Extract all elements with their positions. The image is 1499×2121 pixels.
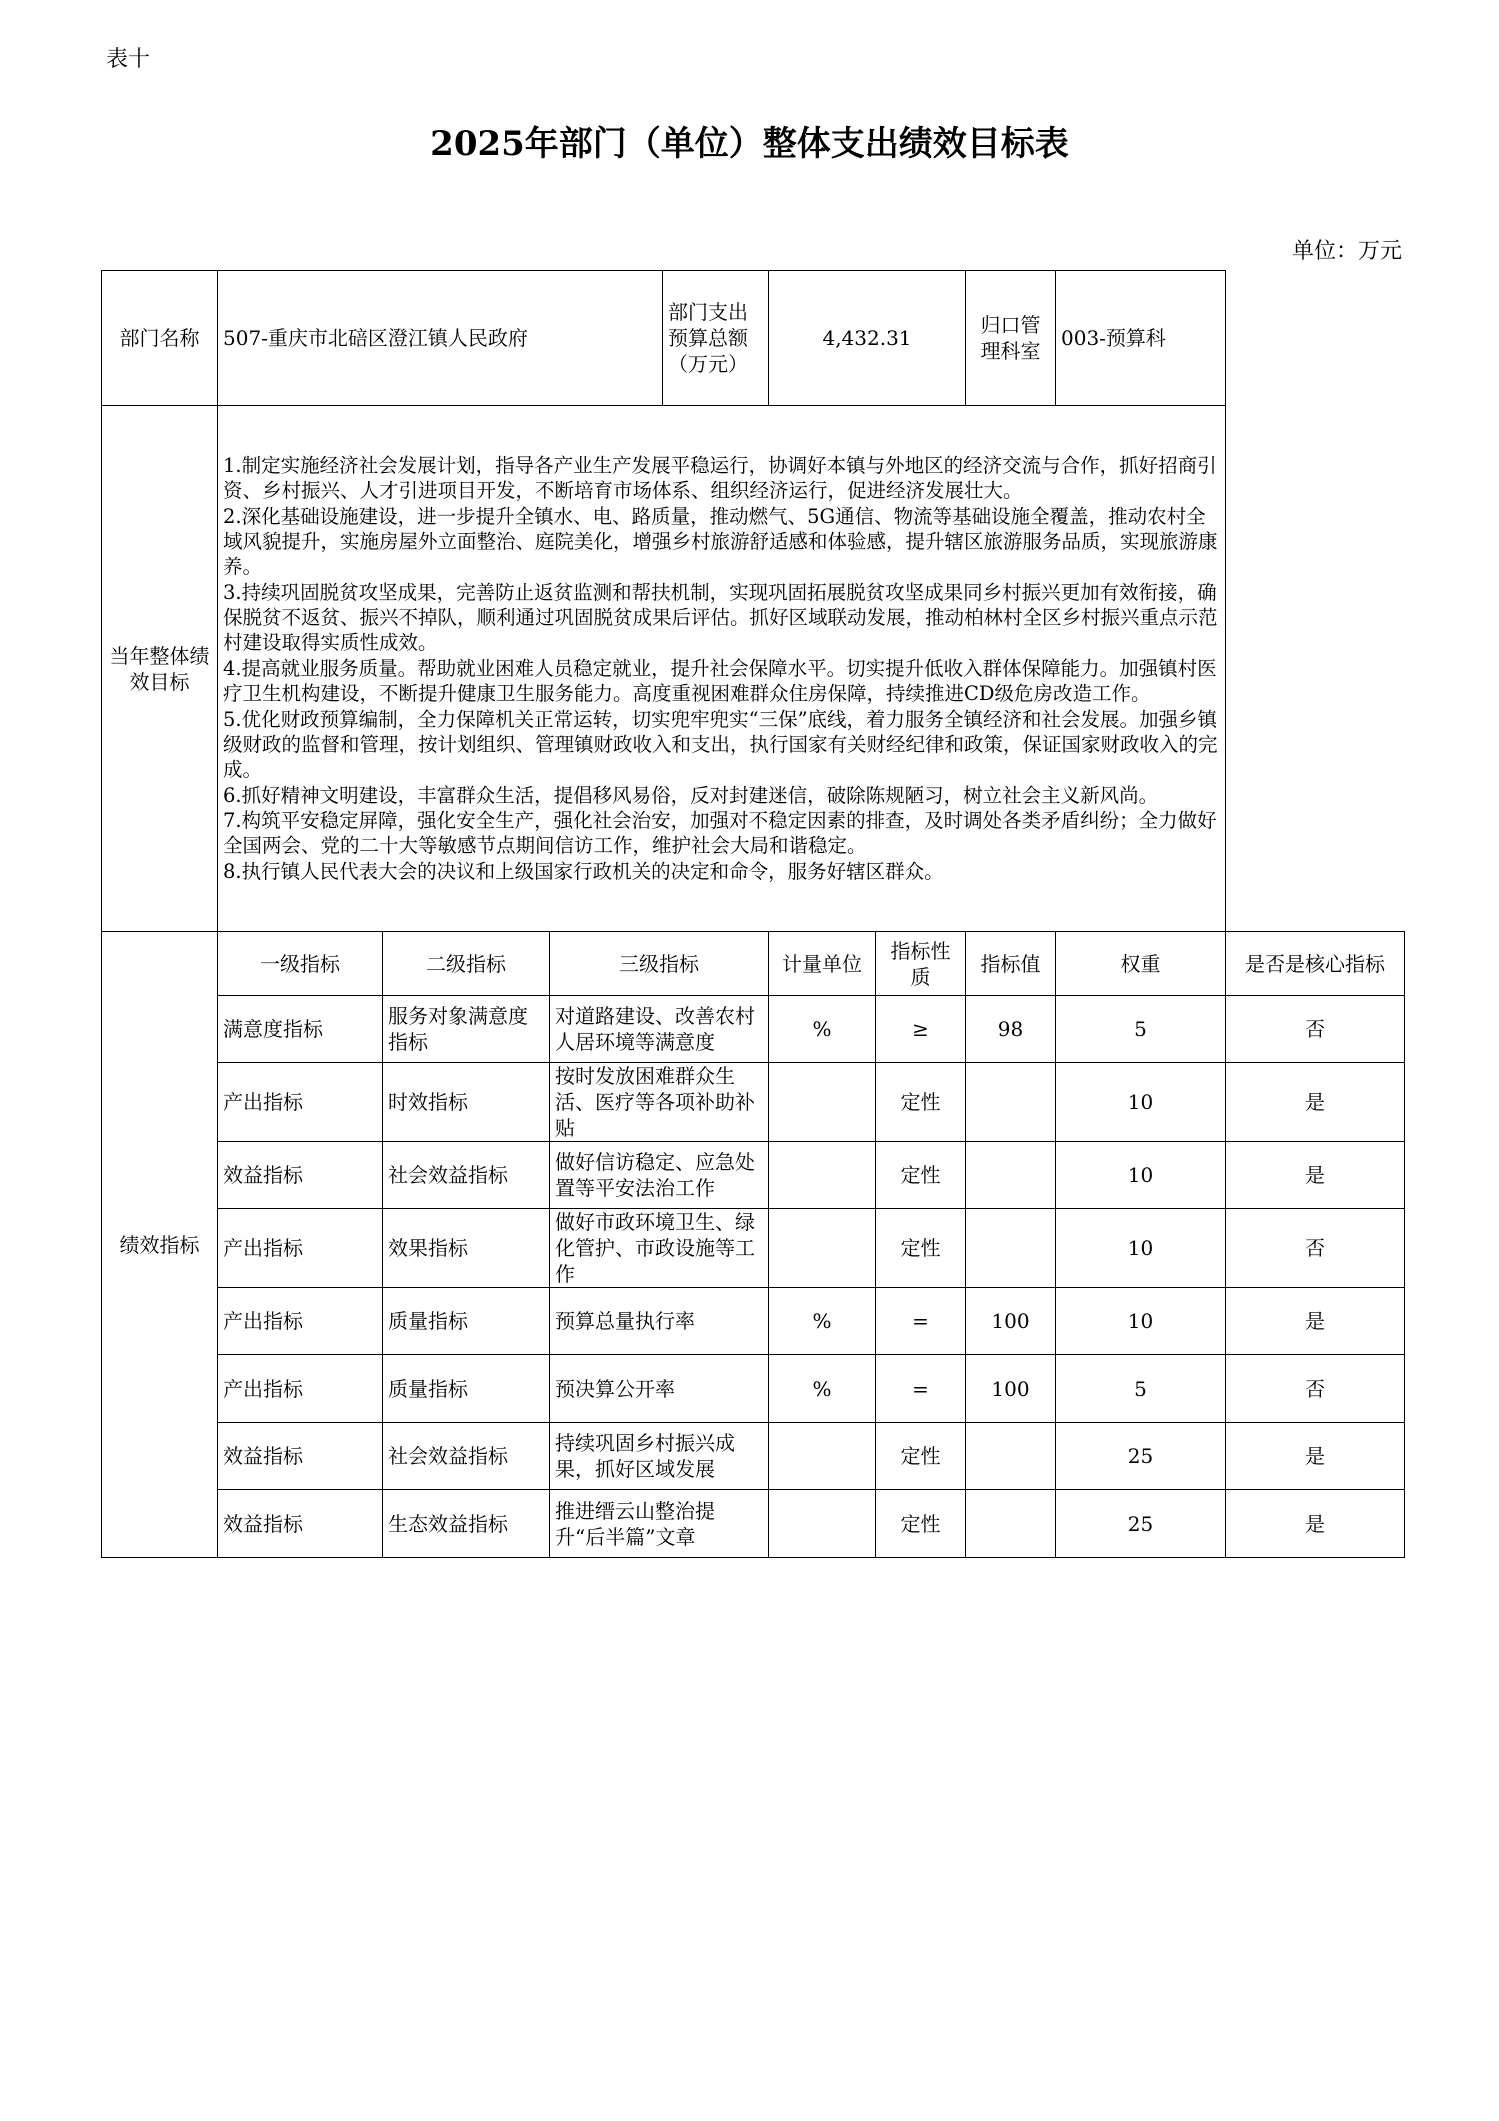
goal-item: 6.抓好精神文明建设，丰富群众生活，提倡移风易俗，反对封建迷信，破除陈规陋习，树立社会主义新风尚。: [223, 783, 1159, 807]
level3-cell: 预决算公开率: [550, 1355, 769, 1423]
weight-cell: 10: [1056, 1063, 1226, 1142]
nature-cell: 定性: [876, 1423, 966, 1490]
level1-cell: 效益指标: [218, 1423, 383, 1490]
level1-cell: 满意度指标: [218, 996, 383, 1063]
column-header: 指标值: [966, 932, 1056, 996]
nature-cell: =: [876, 1355, 966, 1423]
nature-cell: 定性: [876, 1209, 966, 1288]
core-cell: 是: [1226, 1063, 1405, 1142]
core-cell: 是: [1226, 1423, 1405, 1490]
unit-cell: %: [769, 996, 876, 1063]
goal-item: 1.制定实施经济社会发展计划，指导各产业生产发展平稳运行，协调好本镇与外地区的经济交流与合作，抓好招商引资、乡村振兴、人才引进项目开发，不断培育市场体系、组织经济运行，促进经济发展壮大。: [223, 454, 1217, 503]
value-cell: [966, 1423, 1056, 1490]
office-label: 归口管理科室: [966, 271, 1056, 406]
unit-cell: %: [769, 1355, 876, 1423]
annual-goals-row: [102, 406, 1405, 932]
budget-label: 部门支出预算总额（万元）: [663, 271, 769, 406]
dept-name-label: 部门名称: [102, 271, 218, 406]
indicator-header-row: [102, 932, 1405, 996]
annual-goals-label: 当年整体绩效目标: [102, 406, 218, 932]
level2-cell: 服务对象满意度指标: [383, 996, 550, 1063]
level1-cell: 产出指标: [218, 1355, 383, 1423]
weight-cell: 10: [1056, 1142, 1226, 1209]
core-cell: 是: [1226, 1142, 1405, 1209]
core-cell: 否: [1226, 1355, 1405, 1423]
value-cell: 100: [966, 1288, 1056, 1355]
nature-cell: 定性: [876, 1142, 966, 1209]
level2-cell: 质量指标: [383, 1288, 550, 1355]
budget-value: 4,432.31: [769, 271, 966, 406]
table-row: [102, 996, 1405, 1063]
department-info-row: [102, 271, 1405, 406]
level3-cell: 推进缙云山整治提升“后半篇”文章: [550, 1490, 769, 1558]
unit-label: 单位：万元: [1291, 239, 1402, 264]
nature-cell: 定性: [876, 1063, 966, 1142]
column-header: 权重: [1056, 932, 1226, 996]
weight-cell: 25: [1056, 1490, 1226, 1558]
level3-cell: 对道路建设、改善农村人居环境等满意度: [550, 996, 769, 1063]
nature-cell: 定性: [876, 1490, 966, 1558]
office-value: 003-预算科: [1056, 271, 1226, 406]
level3-cell: 做好市政环境卫生、绿化管护、市政设施等工作: [550, 1209, 769, 1288]
table-row: [102, 1063, 1405, 1142]
table-number-label: 表十: [106, 47, 151, 72]
table-row: [102, 1209, 1405, 1288]
column-header: 三级指标: [550, 932, 769, 996]
table-row: [102, 1490, 1405, 1558]
value-cell: [966, 1063, 1056, 1142]
weight-cell: 10: [1056, 1288, 1226, 1355]
level1-cell: 产出指标: [218, 1288, 383, 1355]
nature-cell: =: [876, 1288, 966, 1355]
level3-cell: 按时发放困难群众生活、医疗等各项补助补贴: [550, 1063, 769, 1142]
table-row: [102, 1288, 1405, 1355]
level1-cell: 效益指标: [218, 1490, 383, 1558]
level2-cell: 效果指标: [383, 1209, 550, 1288]
weight-cell: 25: [1056, 1423, 1226, 1490]
page-title: 2025年部门（单位）整体支出绩效目标表: [430, 124, 1069, 164]
level2-cell: 社会效益指标: [383, 1142, 550, 1209]
table-row: [102, 1142, 1405, 1209]
level2-cell: 社会效益指标: [383, 1423, 550, 1490]
level1-cell: 效益指标: [218, 1142, 383, 1209]
value-cell: [966, 1209, 1056, 1288]
table-row: [102, 1423, 1405, 1490]
unit-cell: %: [769, 1288, 876, 1355]
core-cell: 否: [1226, 996, 1405, 1063]
column-header: 一级指标: [218, 932, 383, 996]
column-header: 是否是核心指标: [1226, 932, 1405, 996]
nature-cell: ≥: [876, 996, 966, 1063]
unit-cell: [769, 1423, 876, 1490]
level1-cell: 产出指标: [218, 1209, 383, 1288]
column-header: 指标性质: [876, 932, 966, 996]
level3-cell: 持续巩固乡村振兴成果，抓好区域发展: [550, 1423, 769, 1490]
value-cell: 100: [966, 1355, 1056, 1423]
dept-name-value: 507-重庆市北碚区澄江镇人民政府: [218, 271, 663, 406]
level2-cell: 时效指标: [383, 1063, 550, 1142]
unit-cell: [769, 1209, 876, 1288]
value-cell: 98: [966, 996, 1056, 1063]
annual-goals-content: [218, 406, 1226, 932]
core-cell: 是: [1226, 1490, 1405, 1558]
level3-cell: 预算总量执行率: [550, 1288, 769, 1355]
level3-cell: 做好信访稳定、应急处置等平安法治工作: [550, 1142, 769, 1209]
weight-cell: 10: [1056, 1209, 1226, 1288]
goal-item: 8.执行镇人民代表大会的决议和上级国家行政机关的决定和命令，服务好辖区群众。: [223, 859, 944, 883]
unit-cell: [769, 1490, 876, 1558]
performance-target-table: [101, 270, 1405, 1558]
indicators-label: 绩效指标: [102, 932, 218, 1558]
value-cell: [966, 1142, 1056, 1209]
column-header: 计量单位: [769, 932, 876, 996]
goal-item: 4.提高就业服务质量。帮助就业困难人员稳定就业，提升社会保障水平。切实提升低收入群体保障能力。加强镇村医疗卫生机构建设，不断提升健康卫生服务能力。高度重视困难群众住房保障，持续推进CD级危房改造工作。: [223, 656, 1217, 706]
column-header: 二级指标: [383, 932, 550, 996]
core-cell: 否: [1226, 1209, 1405, 1288]
level1-cell: 产出指标: [218, 1063, 383, 1142]
weight-cell: 5: [1056, 996, 1226, 1063]
goal-item: 2.深化基础设施建设，进一步提升全镇水、电、路质量，推动燃气、5G通信、物流等基础设施全覆盖，推动农村全域风貌提升，实施房屋外立面整治、庭院美化，增强乡村旅游舒适感和体验感，提升辖区旅游服务品质，实现旅游康养。: [223, 504, 1218, 579]
unit-cell: [769, 1142, 876, 1209]
level2-cell: 质量指标: [383, 1355, 550, 1423]
table-row: [102, 1355, 1405, 1423]
weight-cell: 5: [1056, 1355, 1226, 1423]
core-cell: 是: [1226, 1288, 1405, 1355]
goal-item: 5.优化财政预算编制，全力保障机关正常运转，切实兜牢兜实“三保”底线，着力服务全镇经济和社会发展。加强乡镇级财政的监督和管理，按计划组织、管理镇财政收入和支出，执行国家有关财经纪律和政策，保证国家财政收入的完成。: [223, 707, 1218, 782]
level2-cell: 生态效益指标: [383, 1490, 550, 1558]
goal-item: 7.构筑平安稳定屏障，强化安全生产，强化社会治安，加强对不稳定因素的排查，及时调处各类矛盾纠纷；全力做好全国两会、党的二十大等敏感节点期间信访工作，维护社会大局和谐稳定。: [223, 808, 1217, 858]
value-cell: [966, 1490, 1056, 1558]
unit-cell: [769, 1063, 876, 1142]
goal-item: 3.持续巩固脱贫攻坚成果，完善防止返贫监测和帮扶机制，实现巩固拓展脱贫攻坚成果同乡村振兴更加有效衔接，确保脱贫不返贫、振兴不掉队，顺利通过巩固脱贫成果后评估。抓好区域联动发展，推动柏林村全区乡村振兴重点示范村建设取得实质性成效。: [223, 580, 1218, 655]
